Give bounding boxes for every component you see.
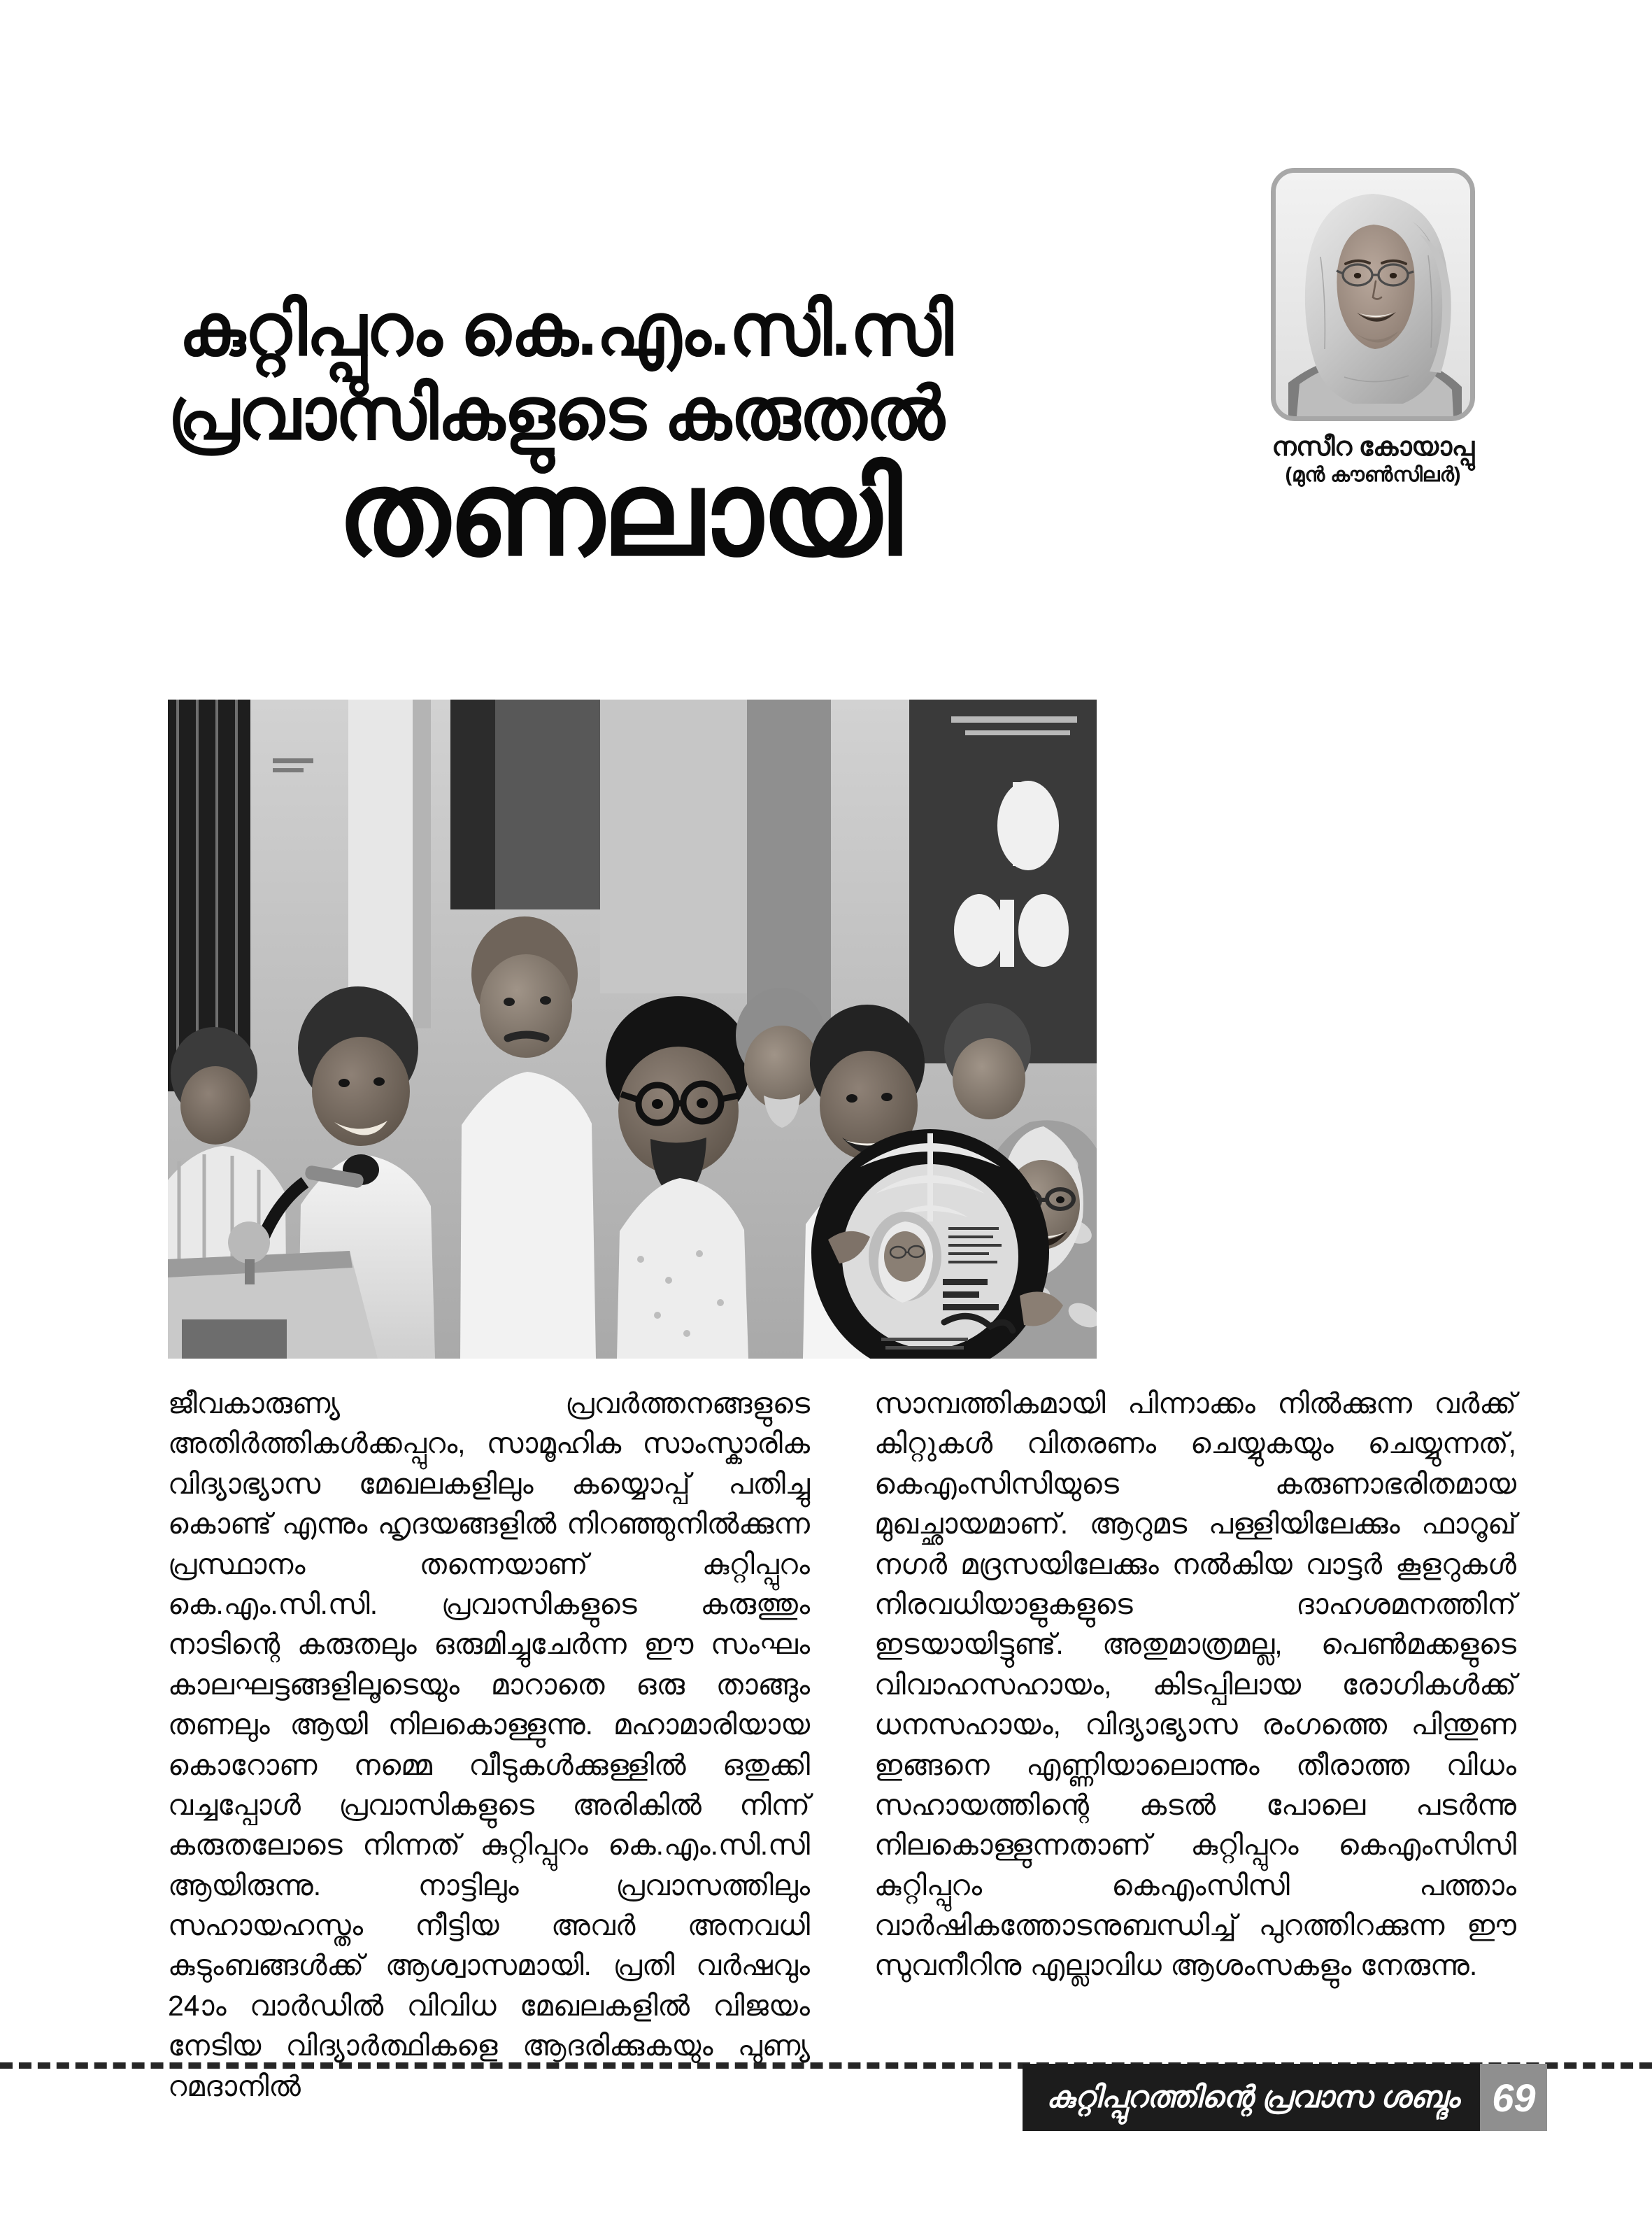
author-name: നസീറ കോയാപ്പു xyxy=(1272,432,1474,462)
body-column-right xyxy=(874,1384,1516,2106)
footer-title: കുറ്റിപ്പുറത്തിന്റെ പ്രവാസ ശബ്ദം xyxy=(1046,2080,1460,2114)
headline-line-2: പ്രവാസികളുടെ കരുതൽ xyxy=(168,374,944,455)
article-body xyxy=(168,1384,1516,2106)
author-block xyxy=(1258,168,1488,486)
footer-bar xyxy=(1023,2064,1547,2131)
headline-line-1: കുറ്റിപ്പുറം കെ.എം.സി.സി xyxy=(179,290,953,371)
page-title xyxy=(168,290,1119,579)
article-photo xyxy=(168,700,1097,1359)
author-role: (മുൻ കൗൺസിലർ) xyxy=(1285,463,1461,486)
body-column-left xyxy=(168,1384,810,2106)
author-portrait-photo xyxy=(1271,168,1475,421)
headline-line-3: തണലായി xyxy=(337,448,901,579)
body-paragraph-left: ജീവകാരുണ്യ പ്രവർത്തനങ്ങളുടെ അതിർത്തികൾക്കപ്പുറം, സാമൂഹിക സാംസ്കാരിക വിദ്യാഭ്യാസ മേഖലകളിലും കയ്യൊപ്പ് പതിച്ചു കൊണ്ട് എന്നും ഹൃദയങ്ങളിൽ നിറഞ്ഞുനിൽക്കുന്ന പ്രസ്ഥാനം തന്നെയാണ് കുറ്റിപ്പുറം കെ.എം.സി.സി. പ്രവാസികളുടെ കരുത്തും നാടിന്റെ കരുതലും ഒരുമിച്ചുചേർന്ന ഈ സംഘം കാലഘട്ടങ്ങളിലൂടെയും മാറാതെ ഒരു താങ്ങും തണലും ആയി നിലകൊള്ളുന്നു. മഹാമാരിയായ കൊറോണ നമ്മെ വീടുകൾക്കുള്ളിൽ ഒതുക്കി വച്ചപ്പോൾ പ്രവാസികളുടെ അരികിൽ നിന്ന് കരുതലോടെ നിന്നത് കുറ്റിപ്പുറം കെ.എം.സി.സി ആയിരുന്നു. നാട്ടിലും പ്രവാസത്തിലും സഹായഹസ്തം നീട്ടിയ അവർ അനവധി കുടുംബങ്ങൾക്ക് ആശ്വാസമായി. പ്രതി വർഷവും 24ാം വാർഡിൽ വിവിധ മേഖലകളിൽ വിജയം നേടിയ വിദ്യാർത്ഥികളെ ആദരിക്കുകയും പുണ്യ റമദാനിൽ xyxy=(168,1387,810,2102)
page-number-badge: 69 xyxy=(1480,2064,1547,2131)
body-paragraph-right: സാമ്പത്തികമായി പിന്നാക്കം നിൽക്കുന്ന വർക്ക് കിറ്റുകൾ വിതരണം ചെയ്യുകയും ചെയ്യുന്നത്, കെഎംസിസിയുടെ കരുണാഭരിതമായ മുഖച്ഛായമാണ്. ആറുമട പള്ളിയിലേക്കും ഫാറൂഖ് നഗർ മദ്രസയിലേക്കും നൽകിയ വാട്ടർ കൂളറുകൾ നിരവധിയാളുകളുടെ ദാഹശമനത്തിന് ഇടയായിട്ടുണ്ട്. അതുമാത്രമല്ല, പെൺമക്കളുടെ വിവാഹസഹായം, കിടപ്പിലായ രോഗികൾക്ക് ധനസഹായം, വിദ്യാഭ്യാസ രംഗത്തെ പിന്തുണ ഇങ്ങനെ എണ്ണിയാലൊന്നും തീരാത്ത വിധം സഹായത്തിന്റെ കടൽ പോലെ പടർന്നു നിലകൊള്ളുന്നതാണ് കുറ്റിപ്പുറം കെഎംസിസി കുറ്റിപ്പുറം കെഎംസിസി പത്താം വാർഷികത്തോടനുബന്ധിച്ച് പുറത്തിറക്കുന്ന ഈ സുവനീറിനു എല്ലാവിധ ആശംസകളും നേരുന്നു. xyxy=(874,1387,1516,1982)
